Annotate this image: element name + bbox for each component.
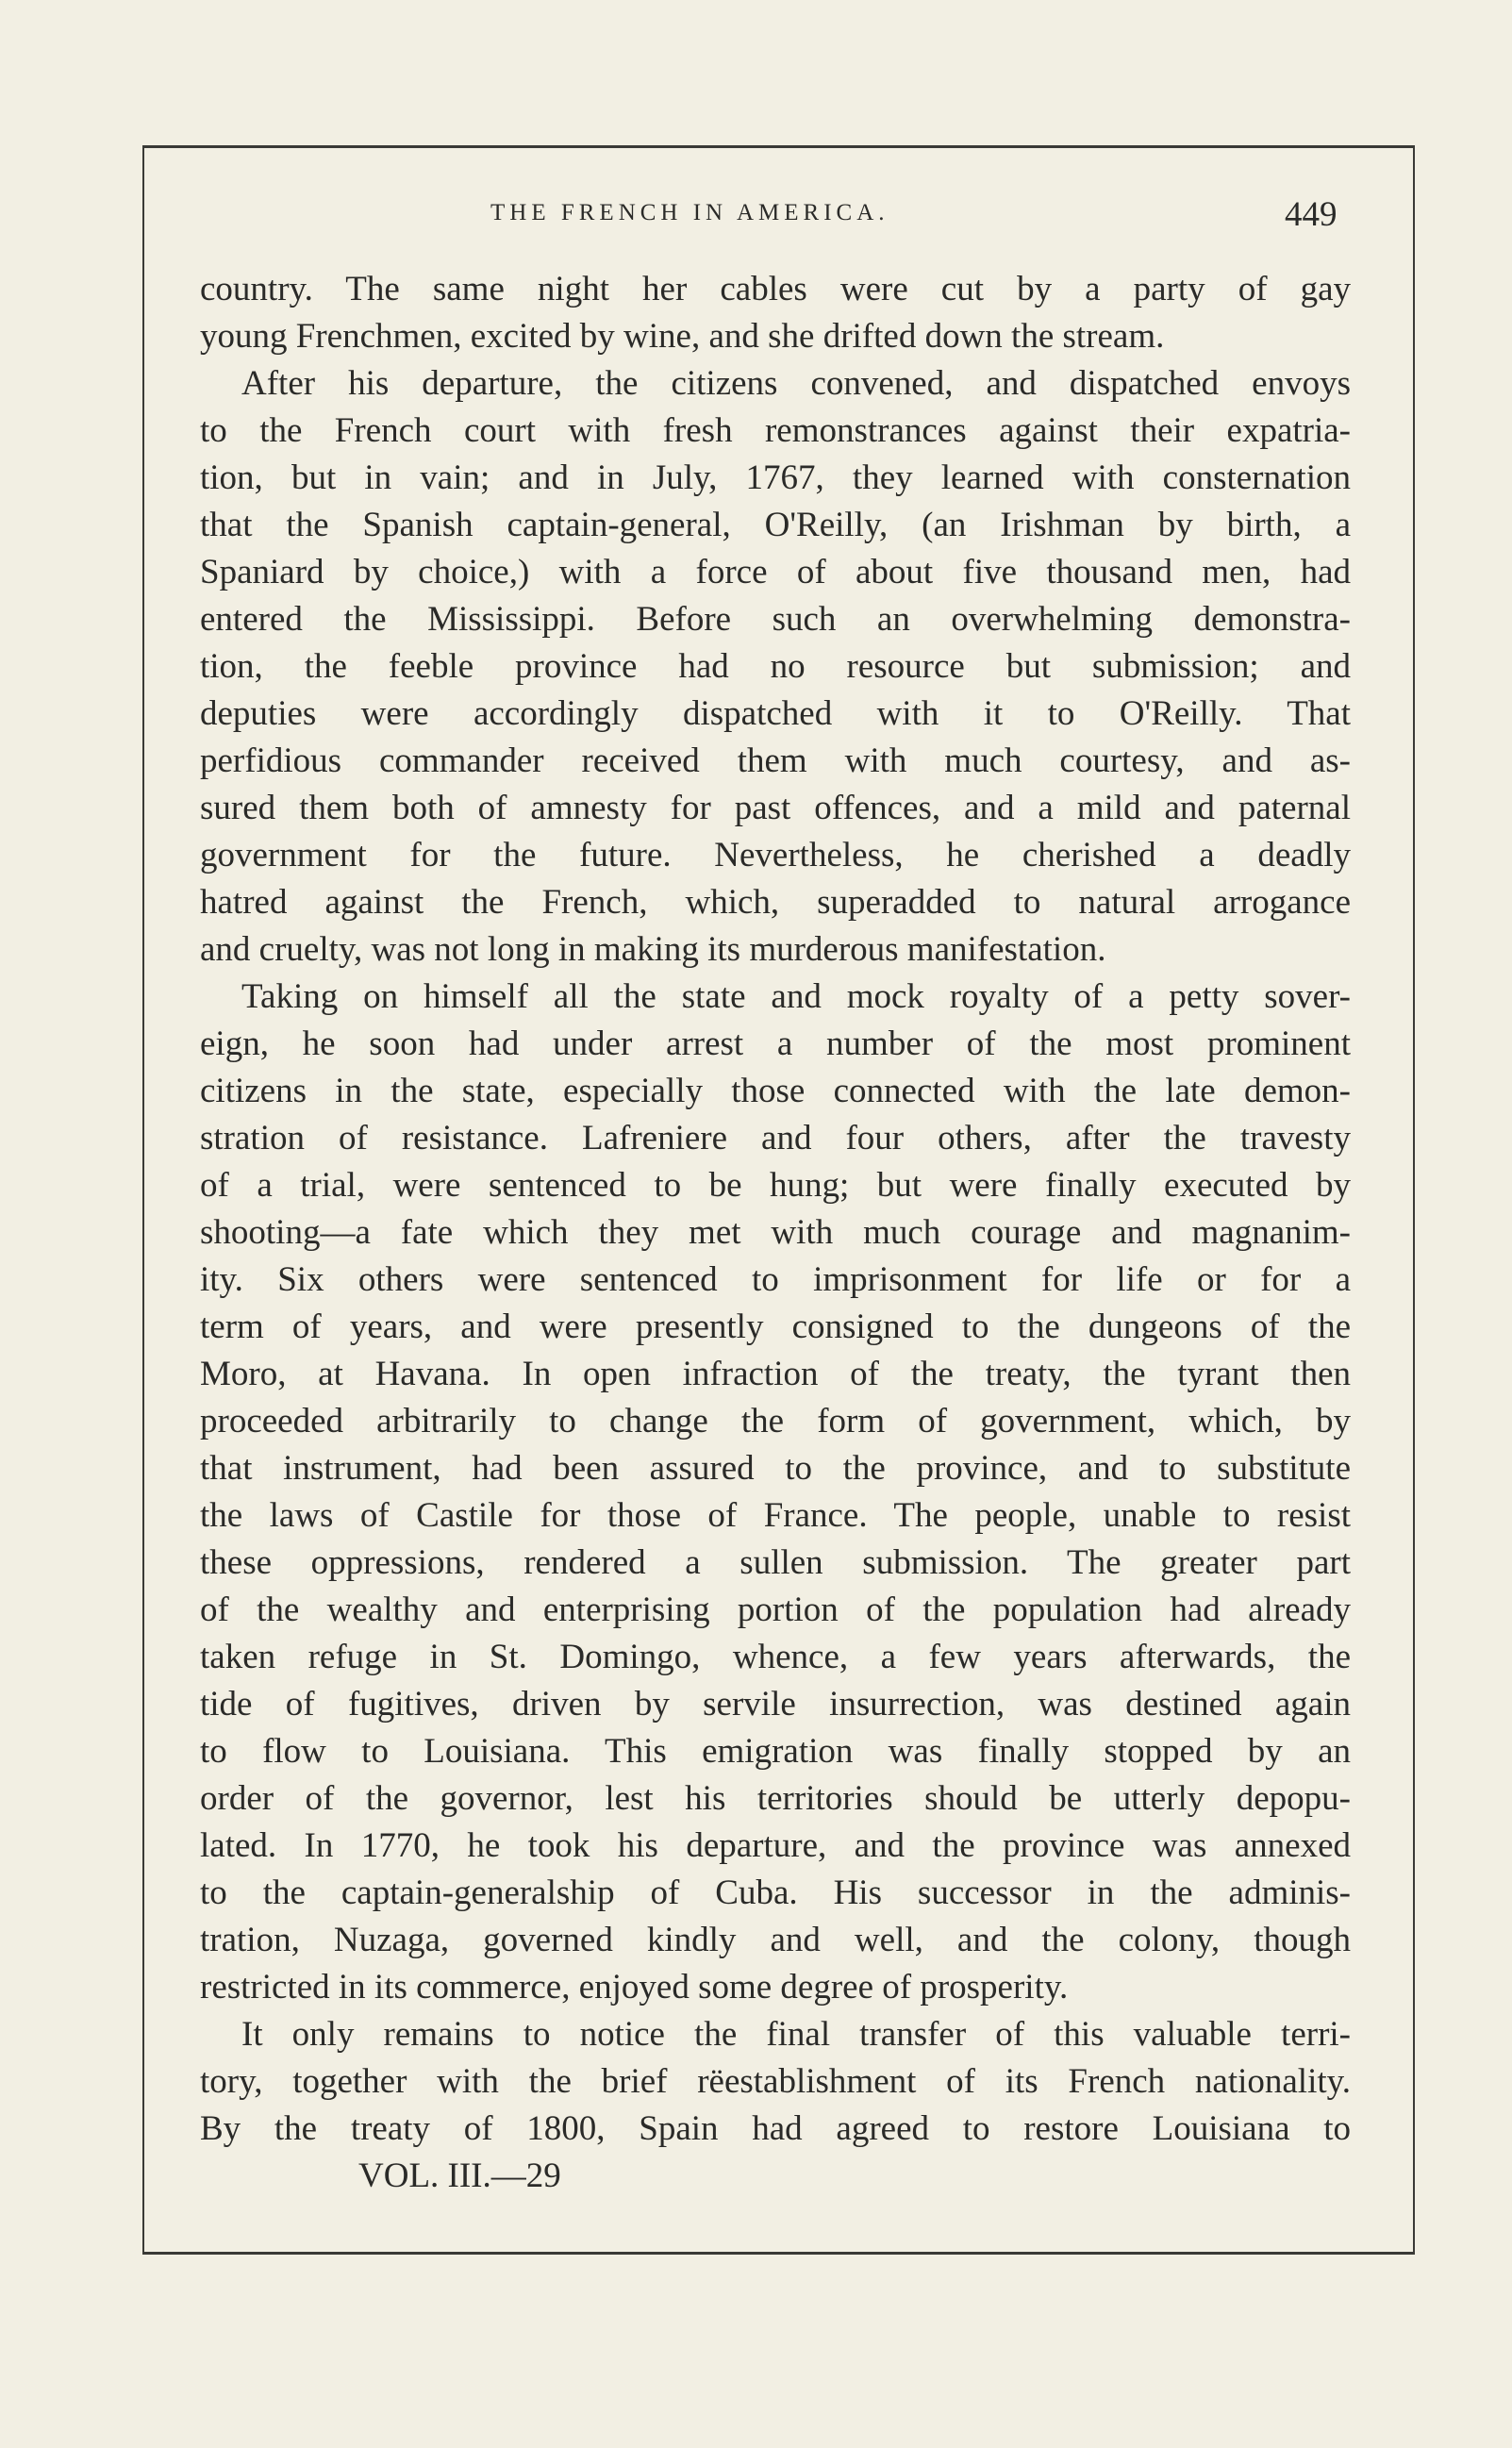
text-line: tory, together with the brief rëestablishment of its French nationality. [200,2062,1351,2101]
text-line: Moro, at Havana. In open infraction of the treaty, the tyrant then [200,1355,1351,1393]
text-line: tration, Nuzaga, governed kindly and well, and the colony, though [200,1921,1351,1959]
text-line: country. The same night her cables were cut by a party of gay [200,270,1351,308]
text-line: Taking on himself all the state and mock royalty of a petty sover- [241,977,1351,1016]
text-line: tide of fugitives, driven by servile insurrection, was destined again [200,1685,1351,1724]
text-line: taken refuge in St. Domingo, whence, a few years afterwards, the [200,1638,1351,1676]
text-line: proceeded arbitrarily to change the form of government, which, by [200,1402,1351,1440]
signature-mark: VOL. III.—29 [358,2157,561,2195]
text-line: to the captain-generalship of Cuba. His successor in the adminis- [200,1873,1351,1912]
text-line: that instrument, had been assured to the province, and to substitute [200,1449,1351,1488]
text-line: government for the future. Nevertheless, he cherished a deadly [200,836,1351,874]
page-number: 449 [1285,195,1338,234]
text-line: the laws of Castile for those of France. The people, unable to resist [200,1496,1351,1535]
text-line: term of years, and were presently consigned to the dungeons of the [200,1307,1351,1346]
text-line: young Frenchmen, excited by wine, and she drifted down the stream. [200,317,1165,356]
text-line: shooting—a fate which they met with much courage and magnanim- [200,1213,1351,1252]
text-line: It only remains to notice the final transfer of this valuable terri- [241,2015,1351,2054]
text-line: restricted in its commerce, enjoyed some degree of prosperity. [200,1968,1069,2007]
text-line: lated. In 1770, he took his departure, and the province was annexed [200,1826,1351,1865]
text-line: entered the Mississippi. Before such an overwhelming demonstra- [200,600,1351,639]
text-line: After his departure, the citizens convened, and dispatched envoys [241,364,1351,403]
text-line: of a trial, were sentenced to be hung; but were finally executed by [200,1166,1351,1205]
text-line: these oppressions, rendered a sullen submission. The greater part [200,1543,1351,1582]
text-line: that the Spanish captain-general, O'Reilly, (an Irishman by birth, a [200,506,1351,544]
text-line: order of the governor, lest his territories should be utterly depopu- [200,1779,1351,1818]
text-line: Spaniard by choice,) with a force of about five thousand men, had [200,553,1351,591]
text-line: ity. Six others were sentenced to imprisonment for life or for a [200,1260,1351,1299]
text-line: perfidious commander received them with much courtesy, and as- [200,741,1351,780]
text-line: sured them both of amnesty for past offences, and a mild and paternal [200,789,1351,827]
text-line: tion, the feeble province had no resource but submission; and [200,647,1351,686]
text-line: to flow to Louisiana. This emigration was finally stopped by an [200,1732,1351,1771]
running-title: THE FRENCH IN AMERICA. [490,200,889,225]
text-line: of the wealthy and enterprising portion of the population had already [200,1590,1351,1629]
running-header [0,194,1512,241]
text-line: hatred against the French, which, superadded to natural arrogance [200,883,1351,922]
text-line: deputies were accordingly dispatched with it to O'Reilly. That [200,694,1351,733]
text-line: By the treaty of 1800, Spain had agreed to restore Louisiana to [200,2109,1351,2148]
text-line: to the French court with fresh remonstrances against their expatria- [200,411,1351,450]
text-line: stration of resistance. Lafreniere and four others, after the travesty [200,1119,1351,1157]
text-line: citizens in the state, especially those connected with the late demon- [200,1072,1351,1110]
text-line: tion, but in vain; and in July, 1767, they learned with consternation [200,458,1351,497]
text-line: eign, he soon had under arrest a number of the most prominent [200,1024,1351,1063]
body-text [200,266,1351,2200]
text-line: and cruelty, was not long in making its murderous manifestation. [200,930,1106,969]
